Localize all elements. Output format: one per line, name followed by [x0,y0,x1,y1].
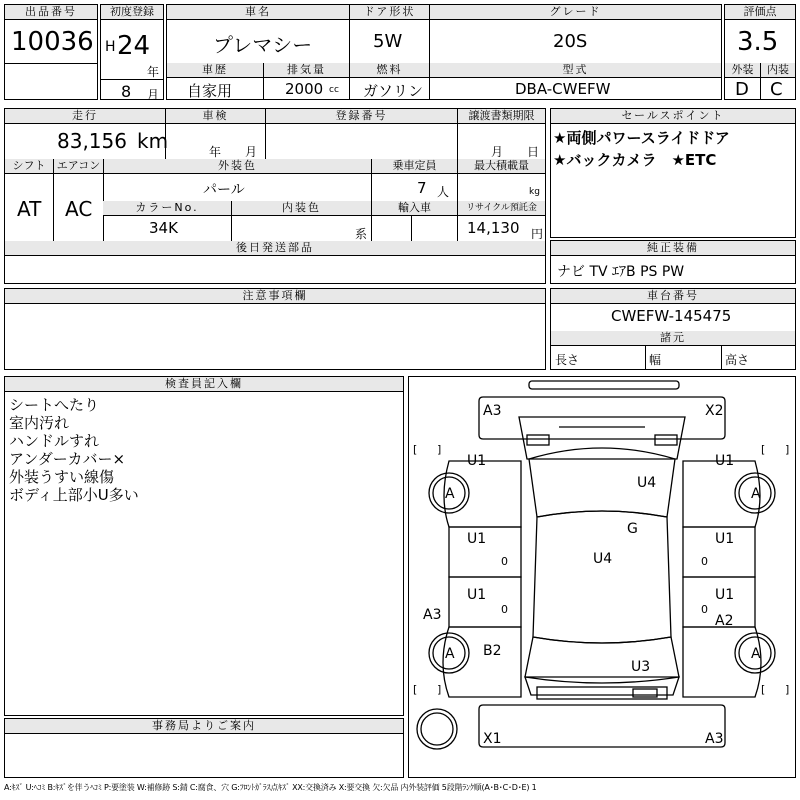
capacity-label: 乗車定員 [371,159,457,174]
reg-label: 初度登録 [101,5,163,20]
recycle: 14,130 [467,219,520,237]
fuel: ガソリン [363,82,424,100]
svg-text:]: ] [785,443,790,456]
shift: AT [17,197,42,221]
score: 3.5 [737,27,779,57]
notes-box [4,288,546,370]
mark-right-fender: U1 [715,453,735,469]
recycle-unit: 円 [531,227,544,241]
color-no: 34K [149,219,178,237]
fuel-label: 燃料 [349,63,429,78]
details-box [4,108,546,284]
svg-text:0: 0 [701,603,708,616]
lot-box [4,4,98,100]
era: H [105,39,116,55]
reg-month-unit: 月 [147,88,160,102]
transfer-month: 月 [491,145,504,159]
ext-label: 外装 [725,63,760,78]
shift-label: シフト [5,159,53,174]
mark-right-front-wheel: A [751,486,761,502]
notes-label: 注意事項欄 [5,289,545,304]
mark-left-front-wheel: A [445,486,455,502]
car-info-box [166,4,722,100]
color: パール [203,182,245,198]
import-label: 輸入車 [371,201,457,216]
svg-text:[: [ [413,683,418,696]
history-label: 車歴 [167,63,263,78]
svg-text:0: 0 [501,555,508,568]
equipment-box [550,240,796,284]
grade-label: グレード [429,5,721,20]
ac-label: エアコン [53,159,103,174]
lot-number: 10036 [11,27,94,57]
capacity-unit: 人 [437,185,450,199]
equipment-label: 純正装備 [551,241,795,256]
mark-front-right: X2 [705,403,724,419]
office-box [4,718,404,778]
mark-right-quarter: A2 [715,613,734,629]
mark-back-door: U3 [631,659,651,675]
mark-rear-right: A3 [705,731,724,747]
inspector-box [4,376,404,716]
interior-color-label: 内装色 [231,201,371,216]
chassis-box [550,288,796,370]
svg-text:]: ] [785,683,790,696]
displacement-unit: cc [329,85,339,95]
mark-right-rear-wheel: A [751,646,761,662]
reg-month: 8 [121,82,132,101]
inspection-month-unit: 月 [245,145,258,159]
lot-label: 出品番号 [5,5,97,20]
displacement-label: 排気量 [263,63,349,78]
sales-box [550,108,796,238]
mark-left-lower: A3 [423,607,442,623]
mark-left-quarter: B2 [483,643,502,659]
sales-line-1: ★両側パワースライドドア [553,129,730,147]
reg-year: 24 [117,31,151,61]
svg-text:[: [ [761,443,766,456]
inspection-year-unit: 年 [209,145,222,159]
svg-text:[: [ [761,683,766,696]
capacity: 7 [417,179,427,197]
inspector-line-4: アンダーカバー× [9,450,126,468]
inspector-line-1: シートへたり [9,396,100,414]
transfer-label: 譲渡書類期限 [457,109,545,124]
recycle-label: リサイクル預託金 [457,201,545,216]
load-unit: kg [529,187,540,197]
model-label: 型式 [429,63,721,78]
car-name: プレマシー [213,33,313,57]
mark-left-rear-wheel: A [445,646,455,662]
displacement: 2000 [285,80,324,98]
plate-label: 登録番号 [265,109,457,124]
door-label: ドア形状 [349,5,429,20]
model: DBA-CWEFW [515,80,611,98]
chassis-number: CWEFW-145475 [611,307,732,325]
svg-text:0: 0 [501,603,508,616]
interior-color-unit: 系 [355,227,368,241]
mark-left-front-door: U1 [467,531,487,547]
color-label: 外装色 [103,159,371,174]
dimension-height: 高さ [725,353,750,367]
dimensions-label: 諸元 [551,331,795,346]
mark-windshield: G [627,521,638,537]
reg-year-unit: 年 [147,65,160,79]
svg-text:0: 0 [701,555,708,568]
score-label: 評価点 [725,5,795,20]
later-parts-label: 後日発送部品 [5,241,545,256]
mark-left-rear-door: U1 [467,587,487,603]
inspector-line-2: 室内汚れ [9,414,70,432]
sales-line-2: ★バックカメラ ★ETC [553,151,717,169]
dimension-width: 幅 [649,353,662,367]
registration-box [100,4,164,100]
grade: 20S [553,31,588,52]
svg-text:]: ] [437,683,442,696]
int-label: 内装 [760,63,795,78]
mileage-unit: km [137,129,169,153]
office-label: 事務局よりご案内 [5,719,403,734]
inspector-line-6: ボディ上部小U多い [9,486,139,504]
mileage: 83,156 [57,129,127,153]
inspection-label: 車検 [165,109,265,124]
dimension-length: 長さ [555,353,580,367]
mark-roof: U4 [593,551,613,567]
inspector-line-3: ハンドルすれ [9,432,100,450]
load-label: 最大積載量 [457,159,545,174]
svg-text:]: ] [437,443,442,456]
car-diagram-svg [409,377,795,777]
damage-diagram [408,376,796,778]
mileage-label: 走行 [5,109,165,124]
inspector-label: 検査員記入欄 [5,377,403,392]
mark-right-front-door: U1 [715,531,735,547]
color-no-label: カラーNo. [103,201,231,216]
mark-rear-left: X1 [483,731,502,747]
transfer-day: 日 [527,145,540,159]
svg-text:[: [ [413,443,418,456]
sales-label: セールスポイント [551,109,795,124]
door-type: 5W [373,31,403,52]
mark-hood: U4 [637,475,657,491]
inspector-line-5: 外装うすい線傷 [9,468,115,486]
int-grade: C [770,79,783,100]
ac: AC [65,197,93,221]
mark-right-rear-door: U1 [715,587,735,603]
chassis-label: 車台番号 [551,289,795,304]
history: 自家用 [187,82,233,100]
mark-front-left: A3 [483,403,502,419]
equipment-value: ナビ TV ｴｱB PS PW [557,264,685,280]
mark-left-fender: U1 [467,453,487,469]
ext-grade: D [735,79,749,100]
name-label: 車名 [167,5,349,20]
score-box [724,4,796,100]
legend: A:ｷｽﾞ U:ﾍｺﾐ B:ｷｽﾞを伴うﾍｺﾐ P:要塗装 W:補修跡 S:錆 C:腐食、穴 G:ﾌﾛﾝﾄｶﾞﾗｽ点ｷｽﾞ XX:交換済み X:要交換 欠:欠品 内外装評価 5段階ﾗﾝｸ順(A･B･C･D･E) 1 [4,783,537,792]
